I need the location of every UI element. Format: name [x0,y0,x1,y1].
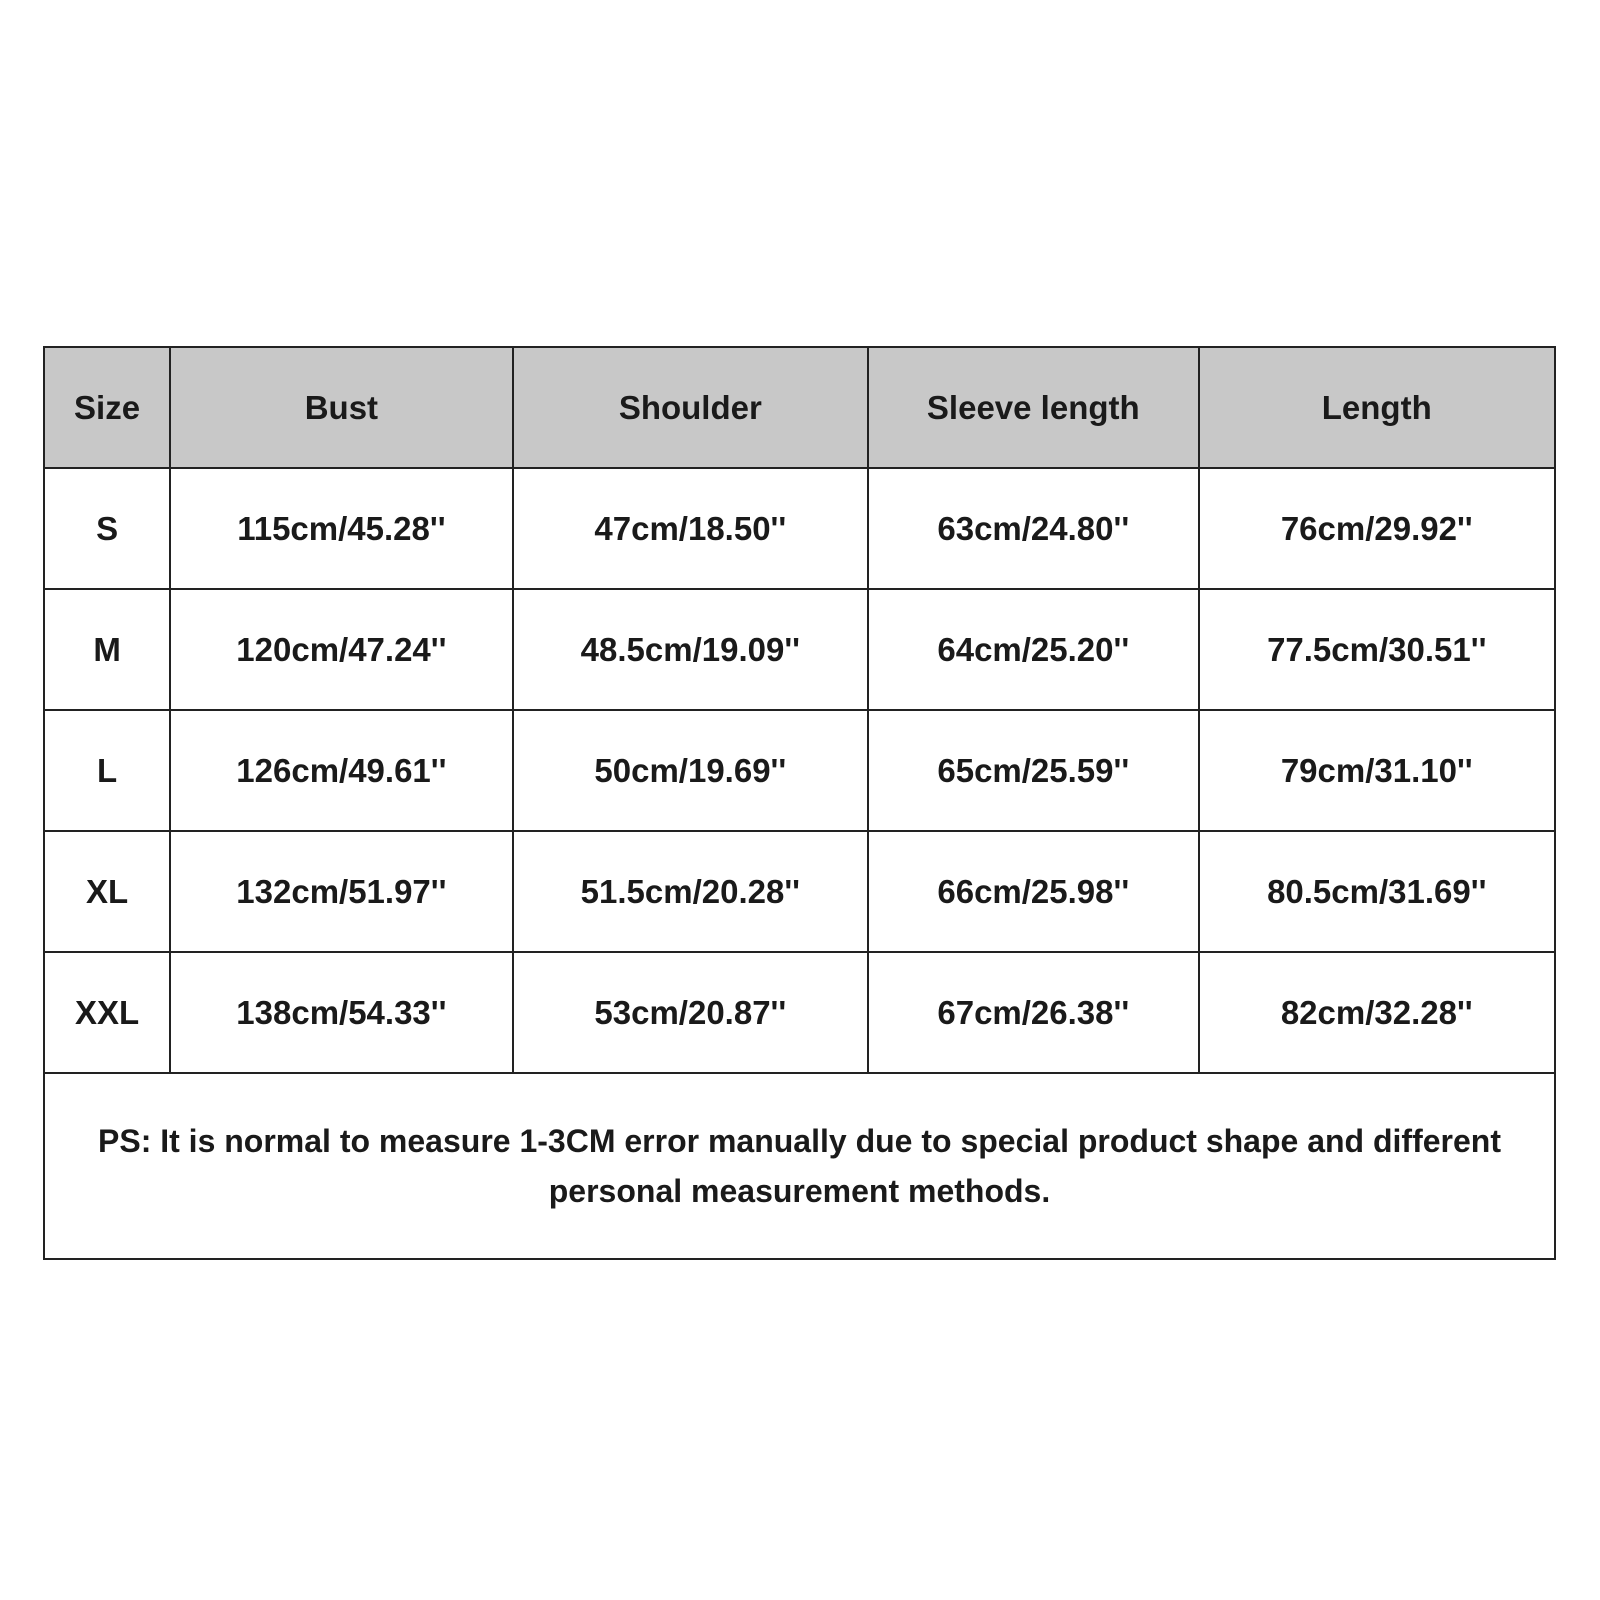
header-size: Size [44,347,170,468]
table-row [44,589,1555,710]
bust-cell: 120cm/47.24'' [170,589,512,710]
sleeve-length-cell: 65cm/25.59'' [868,710,1198,831]
sleeve-length-cell: 67cm/26.38'' [868,952,1198,1073]
header-shoulder: Shoulder [513,347,868,468]
header-sleeve-length: Sleeve length [868,347,1198,468]
length-cell: 76cm/29.92'' [1199,468,1556,589]
shoulder-cell: 47cm/18.50'' [513,468,868,589]
table-row [44,468,1555,589]
bust-cell: 132cm/51.97'' [170,831,512,952]
size-cell: XXL [44,952,170,1073]
size-cell: L [44,710,170,831]
measurement-note: PS: It is normal to measure 1-3CM error manually due to special product shape and different personal measurement methods. [44,1073,1555,1259]
bust-cell: 115cm/45.28'' [170,468,512,589]
length-cell: 82cm/32.28'' [1199,952,1556,1073]
table-row [44,952,1555,1073]
size-cell: M [44,589,170,710]
size-cell: S [44,468,170,589]
shoulder-cell: 50cm/19.69'' [513,710,868,831]
length-cell: 80.5cm/31.69'' [1199,831,1556,952]
shoulder-cell: 48.5cm/19.09'' [513,589,868,710]
header-row [44,347,1555,468]
bust-cell: 138cm/54.33'' [170,952,512,1073]
table-row [44,831,1555,952]
sleeve-length-cell: 63cm/24.80'' [868,468,1198,589]
table-row [44,710,1555,831]
size-chart-table [43,346,1556,1260]
shoulder-cell: 53cm/20.87'' [513,952,868,1073]
shoulder-cell: 51.5cm/20.28'' [513,831,868,952]
size-cell: XL [44,831,170,952]
note-row [44,1073,1555,1259]
bust-cell: 126cm/49.61'' [170,710,512,831]
header-length: Length [1199,347,1556,468]
sleeve-length-cell: 64cm/25.20'' [868,589,1198,710]
header-bust: Bust [170,347,512,468]
length-cell: 79cm/31.10'' [1199,710,1556,831]
sleeve-length-cell: 66cm/25.98'' [868,831,1198,952]
length-cell: 77.5cm/30.51'' [1199,589,1556,710]
